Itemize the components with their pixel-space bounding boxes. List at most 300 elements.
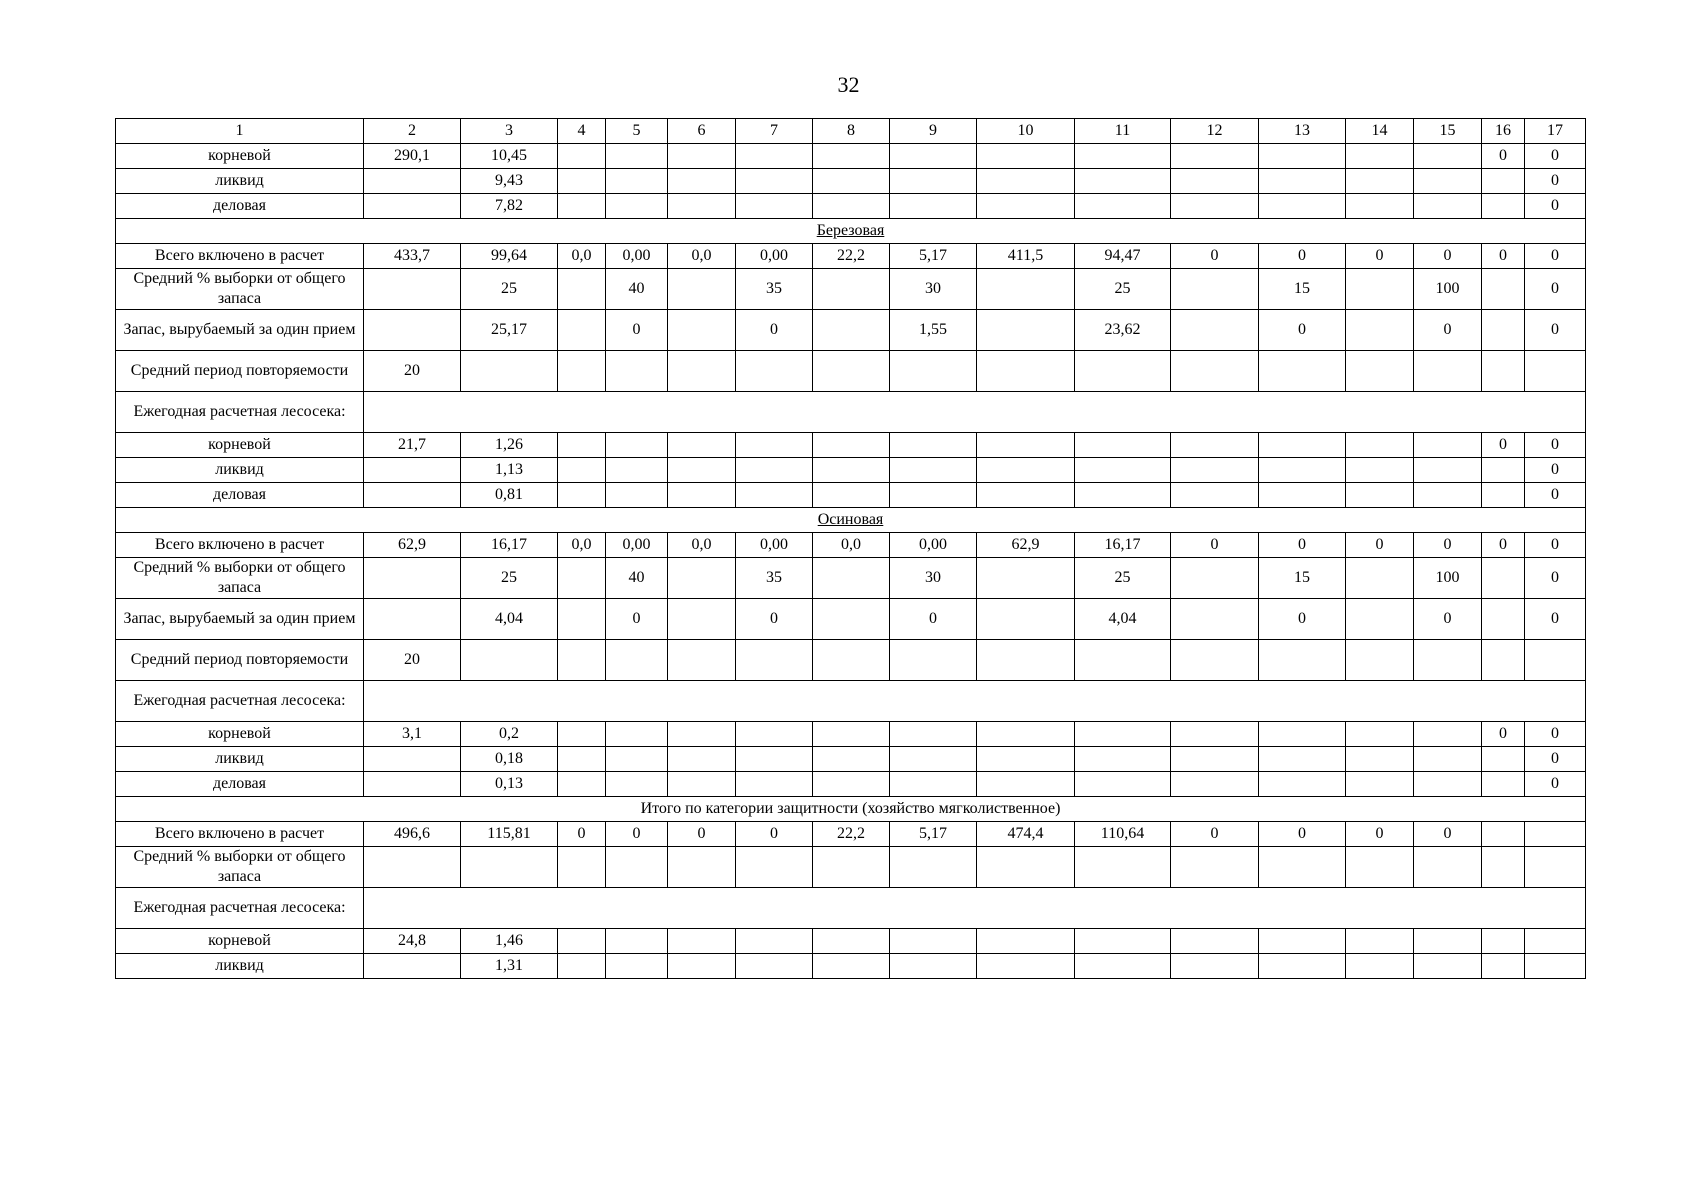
table-cell: 30 [890,558,977,599]
table-cell [1346,351,1414,392]
table-cell [813,640,890,681]
table-row [116,269,1586,310]
row-label: корневой [116,144,364,169]
table-cell: 0 [1525,169,1586,194]
table-cell: 0,00 [606,533,668,558]
table-cell [364,772,461,797]
table-cell [1171,640,1259,681]
table-cell [977,351,1075,392]
table-cell [1525,929,1586,954]
column-number-cell: 9 [890,119,977,144]
table-cell [1482,929,1525,954]
table-cell [1171,722,1259,747]
table-cell: 110,64 [1075,822,1171,847]
table-row [116,169,1586,194]
table-cell [1346,929,1414,954]
merged-empty-cell [364,392,1586,433]
table-cell [813,433,890,458]
table-cell [1171,269,1259,310]
table-cell [1171,169,1259,194]
column-number-cell: 7 [736,119,813,144]
table-cell [1171,458,1259,483]
table-cell [364,747,461,772]
table-cell [813,310,890,351]
table-cell [1525,954,1586,979]
table-row [116,533,1586,558]
table-cell: 0 [1482,244,1525,269]
table-cell [890,144,977,169]
table-row [116,822,1586,847]
table-cell [1414,433,1482,458]
table-cell [736,722,813,747]
table-cell: 0,0 [668,533,736,558]
table-cell [364,458,461,483]
table-row [116,847,1586,888]
table-cell: 474,4 [977,822,1075,847]
table-cell [890,483,977,508]
table-cell [1259,772,1346,797]
table-cell [1346,954,1414,979]
table-cell [1171,772,1259,797]
table-cell: 20 [364,640,461,681]
table-cell [813,722,890,747]
table-cell: 100 [1414,558,1482,599]
table-row [116,599,1586,640]
row-label: деловая [116,772,364,797]
column-number-cell: 4 [558,119,606,144]
table-cell [890,351,977,392]
table-cell [668,772,736,797]
table-cell [558,483,606,508]
table-cell [558,310,606,351]
table-cell [364,269,461,310]
table-cell: 62,9 [977,533,1075,558]
table-cell [1259,722,1346,747]
table-cell [736,433,813,458]
column-number-cell: 13 [1259,119,1346,144]
table-cell [1414,169,1482,194]
table-cell [736,847,813,888]
table-cell: 25 [1075,269,1171,310]
table-cell [1259,640,1346,681]
table-row [116,929,1586,954]
table-row [116,483,1586,508]
table-cell [1259,483,1346,508]
table-cell [558,847,606,888]
table-cell: 100 [1414,269,1482,310]
table-cell: 99,64 [461,244,558,269]
table-cell [558,458,606,483]
table-cell [1075,433,1171,458]
table-cell [558,351,606,392]
table-cell [890,929,977,954]
table-cell [890,747,977,772]
table-cell [977,194,1075,219]
table-cell [1346,310,1414,351]
table-cell: 23,62 [1075,310,1171,351]
table-cell [558,433,606,458]
table-cell [461,847,558,888]
column-number-cell: 14 [1346,119,1414,144]
table-cell: 0 [606,310,668,351]
table-cell: 0 [1482,144,1525,169]
table-cell [1525,822,1586,847]
table-cell: 0 [890,599,977,640]
row-label: ликвид [116,458,364,483]
table-cell [558,722,606,747]
column-number-cell: 16 [1482,119,1525,144]
table-cell: 0,2 [461,722,558,747]
row-label: Всего включено в расчет [116,244,364,269]
table-cell [606,747,668,772]
table-cell [1259,351,1346,392]
column-number-cell: 17 [1525,119,1586,144]
table-cell [1414,483,1482,508]
table-cell [736,194,813,219]
table-cell [890,954,977,979]
table-cell: 20 [364,351,461,392]
table-cell [1259,169,1346,194]
table-cell [606,351,668,392]
table-cell [558,558,606,599]
table-cell [558,772,606,797]
table-cell [1171,194,1259,219]
table-cell [668,954,736,979]
section-header-row [116,797,1586,822]
table-cell: 22,2 [813,822,890,847]
table-cell: 0 [1525,772,1586,797]
table-cell [1075,929,1171,954]
table-cell [813,847,890,888]
row-label: Средний период повторяемости [116,640,364,681]
table-cell [1075,640,1171,681]
table-cell [558,269,606,310]
table-cell [977,722,1075,747]
table-cell [736,640,813,681]
table-cell [1414,772,1482,797]
table-cell [606,144,668,169]
table-cell: 4,04 [461,599,558,640]
row-label: Средний % выборки от общего запаса [116,847,364,888]
table-cell [1414,144,1482,169]
table-cell [1171,558,1259,599]
table-cell: 0,00 [736,533,813,558]
table-cell: 0,18 [461,747,558,772]
table-cell: 25 [461,558,558,599]
section-header-row [116,508,1586,533]
table-cell [1482,351,1525,392]
table-cell: 1,13 [461,458,558,483]
table-cell [1259,194,1346,219]
table-cell [668,169,736,194]
table-cell: 35 [736,558,813,599]
merged-empty-cell [364,681,1586,722]
table-cell [606,483,668,508]
table-cell: 15 [1259,558,1346,599]
table-cell [1259,458,1346,483]
table-cell [813,458,890,483]
row-label: ликвид [116,169,364,194]
table-cell [1414,847,1482,888]
table-cell: 496,6 [364,822,461,847]
table-cell [606,194,668,219]
table-cell: 7,82 [461,194,558,219]
table-cell [1075,169,1171,194]
table-cell: 25 [1075,558,1171,599]
table-cell [668,929,736,954]
table-cell [977,847,1075,888]
table-cell [668,847,736,888]
table-cell: 0 [1482,533,1525,558]
table-cell [1075,351,1171,392]
table-cell [977,483,1075,508]
table-cell: 0 [1171,244,1259,269]
table-cell [890,433,977,458]
table-cell [558,599,606,640]
table-cell [813,747,890,772]
table-cell: 0 [1525,558,1586,599]
table-cell [813,558,890,599]
table-cell [558,144,606,169]
table-cell [364,558,461,599]
table-cell [813,772,890,797]
section-title: Итого по категории защитности (хозяйство мягколиственное) [116,797,1586,822]
table-cell: 25,17 [461,310,558,351]
table-row [116,351,1586,392]
table-cell [1414,194,1482,219]
table-cell [364,310,461,351]
table-cell [606,169,668,194]
table-cell [1075,954,1171,979]
table-cell: 0 [736,599,813,640]
table-cell [813,483,890,508]
table-cell: 0 [1525,747,1586,772]
table-cell [977,640,1075,681]
table-cell: 10,45 [461,144,558,169]
table-cell: 0 [1525,144,1586,169]
column-number-cell: 11 [1075,119,1171,144]
table-row [116,194,1586,219]
table-cell [1482,310,1525,351]
table-cell: 433,7 [364,244,461,269]
table-cell: 0,00 [736,244,813,269]
table-cell [890,772,977,797]
column-number-cell: 12 [1171,119,1259,144]
table-cell [1482,847,1525,888]
table-cell [364,169,461,194]
table-cell [668,640,736,681]
row-label: Ежегодная расчетная лесосека: [116,681,364,722]
table-cell: 0 [606,822,668,847]
row-label: Всего включено в расчет [116,822,364,847]
table-row [116,888,1586,929]
table-cell [1482,558,1525,599]
table-cell [1075,458,1171,483]
table-cell: 0 [1525,458,1586,483]
table-cell [364,954,461,979]
table-cell [668,269,736,310]
table-cell: 15 [1259,269,1346,310]
table-cell [1075,772,1171,797]
table-cell: 0 [1525,483,1586,508]
row-label: Запас, вырубаемый за один прием [116,599,364,640]
table-cell [1482,269,1525,310]
table-cell [364,483,461,508]
table-cell: 0 [1346,822,1414,847]
table-cell: 0 [1346,533,1414,558]
table-cell [1346,847,1414,888]
table-cell [1171,144,1259,169]
table-cell [1171,954,1259,979]
table-cell: 1,31 [461,954,558,979]
table-cell [1414,351,1482,392]
table-cell: 411,5 [977,244,1075,269]
table-cell: 1,26 [461,433,558,458]
table-cell: 0 [1171,533,1259,558]
row-label: ликвид [116,954,364,979]
table-cell [736,929,813,954]
table-cell [1482,747,1525,772]
table-cell [977,169,1075,194]
column-number-cell: 3 [461,119,558,144]
table-cell: 0 [668,822,736,847]
column-number-cell: 10 [977,119,1075,144]
row-label: Средний % выборки от общего запаса [116,558,364,599]
row-label: ликвид [116,747,364,772]
table-cell [1414,458,1482,483]
table-cell [1171,433,1259,458]
table-cell [977,599,1075,640]
table-row [116,433,1586,458]
table-cell [1259,954,1346,979]
table-cell: 5,17 [890,822,977,847]
table-cell [1171,351,1259,392]
table-cell [890,640,977,681]
table-cell [1259,847,1346,888]
table-cell [977,144,1075,169]
table-cell [977,558,1075,599]
table-cell: 0 [736,822,813,847]
table-cell: 0 [1525,269,1586,310]
table-cell: 0,00 [890,533,977,558]
table-cell [1075,194,1171,219]
table-cell [1414,747,1482,772]
table-cell [1346,640,1414,681]
table-cell [606,772,668,797]
table-cell [813,269,890,310]
row-label: Ежегодная расчетная лесосека: [116,888,364,929]
table-row [116,640,1586,681]
table-cell [890,194,977,219]
table-cell [1346,558,1414,599]
table-cell [1414,640,1482,681]
table-cell [364,847,461,888]
table-cell [364,599,461,640]
table-cell [1346,458,1414,483]
table-cell: 0 [1525,722,1586,747]
table-cell: 115,81 [461,822,558,847]
table-cell [1171,929,1259,954]
table-body [116,119,1586,979]
table-cell [736,954,813,979]
table-cell: 0,81 [461,483,558,508]
table-cell [1346,194,1414,219]
table-cell [1346,772,1414,797]
table-cell: 0 [1414,533,1482,558]
table-cell [736,144,813,169]
table-cell [1259,144,1346,169]
merged-empty-cell [364,888,1586,929]
row-label: Всего включено в расчет [116,533,364,558]
table-cell: 0 [736,310,813,351]
table-cell [668,558,736,599]
row-label: Средний период повторяемости [116,351,364,392]
table-cell [1482,194,1525,219]
table-cell [668,599,736,640]
table-cell [1346,269,1414,310]
table-cell [668,722,736,747]
table-cell: 0 [558,822,606,847]
row-label: деловая [116,194,364,219]
table-cell [668,433,736,458]
table-cell [1414,929,1482,954]
table-row [116,458,1586,483]
table-cell: 0 [1525,194,1586,219]
column-number-cell: 6 [668,119,736,144]
table-cell [1259,929,1346,954]
table-cell [1482,458,1525,483]
table-cell [558,929,606,954]
table-cell: 0 [1259,822,1346,847]
table-cell [364,194,461,219]
table-cell: 0 [1482,433,1525,458]
table-cell [1075,144,1171,169]
table-cell [1346,722,1414,747]
table-cell: 0 [1525,310,1586,351]
table-cell: 62,9 [364,533,461,558]
table-cell [977,954,1075,979]
table-cell [558,194,606,219]
table-cell [1346,483,1414,508]
table-cell [1075,847,1171,888]
table-cell: 0 [1525,244,1586,269]
table-row [116,722,1586,747]
table-cell [1482,954,1525,979]
table-cell: 16,17 [461,533,558,558]
table-cell: 0 [1259,244,1346,269]
table-cell [606,458,668,483]
table-cell [1346,599,1414,640]
table-cell [1525,640,1586,681]
table-cell: 22,2 [813,244,890,269]
table-cell: 0 [1414,310,1482,351]
column-number-cell: 2 [364,119,461,144]
table-cell [1482,169,1525,194]
table-row [116,681,1586,722]
table-cell: 0,13 [461,772,558,797]
table-cell [1075,483,1171,508]
table-row [116,310,1586,351]
section-title: Осиновая [116,508,1586,533]
table-cell: 24,8 [364,929,461,954]
table-row [116,392,1586,433]
table-row [116,747,1586,772]
table-cell [1414,722,1482,747]
table-cell [1414,954,1482,979]
table-cell [1171,310,1259,351]
table-cell: 5,17 [890,244,977,269]
table-cell [813,954,890,979]
